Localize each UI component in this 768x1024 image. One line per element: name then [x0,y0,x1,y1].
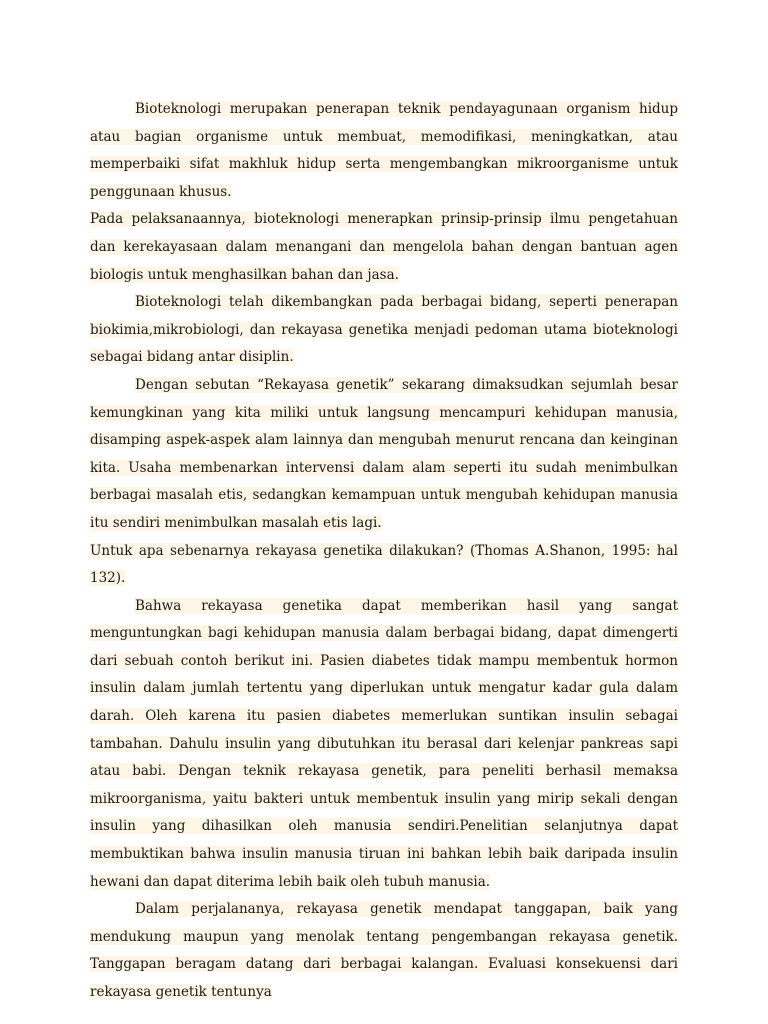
paragraph-question [90,538,678,593]
paragraph-bidang [90,289,678,372]
paragraph-text: Bioteknologi merupakan penerapan teknik pendayagunaan organism hidup atau bagian organisme untuk membuat, memodifikasi, meningkatkan, atau memperbaiki sifat makhluk hidup serta mengembangkan mikroorganisme untuk penggunaan khusus. [90,101,678,200]
paragraph-tanggapan [90,896,678,1006]
paragraph-insulin-example [90,593,678,897]
paragraph-text: Untuk apa sebenarnya rekayasa genetika dilakukan? (Thomas A.Shanon, 1995: hal 132). [90,542,678,587]
paragraph-bioteknologi-definition [90,96,678,206]
paragraph-rekayasa-genetik [90,372,678,538]
paragraph-pelaksanaan [90,206,678,289]
paragraph-text: Bioteknologi telah dikembangkan pada berbagai bidang, seperti penerapan biokimia,mikrobiologi, dan rekayasa genetika menjadi pedoman utama bioteknologi sebagai bidang antar disiplin. [90,294,678,366]
paragraph-text: Dengan sebutan “Rekayasa genetik” sekarang dimaksudkan sejumlah besar kemungkinan yang kita miliki untuk langsung mencampuri kehidupan manusia, disamping aspek-aspek alam lainnya dan mengubah menurut rencana dan keinginan kita. Usaha membenarkan intervensi dalam alam seperti itu sudah menimbulkan berbagai masalah etis, sedangkan kemampuan untuk mengubah kehidupan manusia itu sendiri menimbulkan masalah etis lagi. [90,376,678,531]
paragraph-text: Bahwa rekayasa genetika dapat memberikan hasil yang sangat menguntungkan bagi kehidupan manusia dalam berbagai bidang, dapat dimengerti dari sebuah contoh berikut ini. Pasien diabetes tidak mampu membentuk hormon insulin dalam jumlah tertentu yang diperlukan untuk mengatur kadar gula dalam darah. Oleh karena itu pasien diabetes memerlukan suntikan insulin sebagai tambahan. Dahulu insulin yang dibutuhkan itu berasal dari kelenjar pankreas sapi atau babi. Dengan teknik rekayasa genetik, para peneliti berhasil memaksa mikroorganisma, yaitu bakteri untuk membentuk insulin yang mirip sekali dengan insulin yang dihasilkan oleh manusia sendiri.Penelitian selanjutnya dapat membuktikan bahwa insulin manusia tiruan ini bahkan lebih baik daripada insulin hewani dan dapat diterima lebih baik oleh tubuh manusia. [90,597,678,890]
paragraph-text: Dalam perjalananya, rekayasa genetik mendapat tanggapan, baik yang mendukung maupun yang menolak tentang pengembangan rekayasa genetik. Tanggapan beragam datang dari berbagai kalangan. Evaluasi konsekuensi dari rekayasa genetik tentunya [90,901,678,1000]
document-page [90,96,678,1007]
paragraph-text: Pada pelaksanaannya, bioteknologi menerapkan prinsip-prinsip ilmu pengetahuan dan kerekayasaan dalam menangani dan mengelola bahan dengan bantuan agen biologis untuk menghasilkan bahan dan jasa. [90,211,678,283]
